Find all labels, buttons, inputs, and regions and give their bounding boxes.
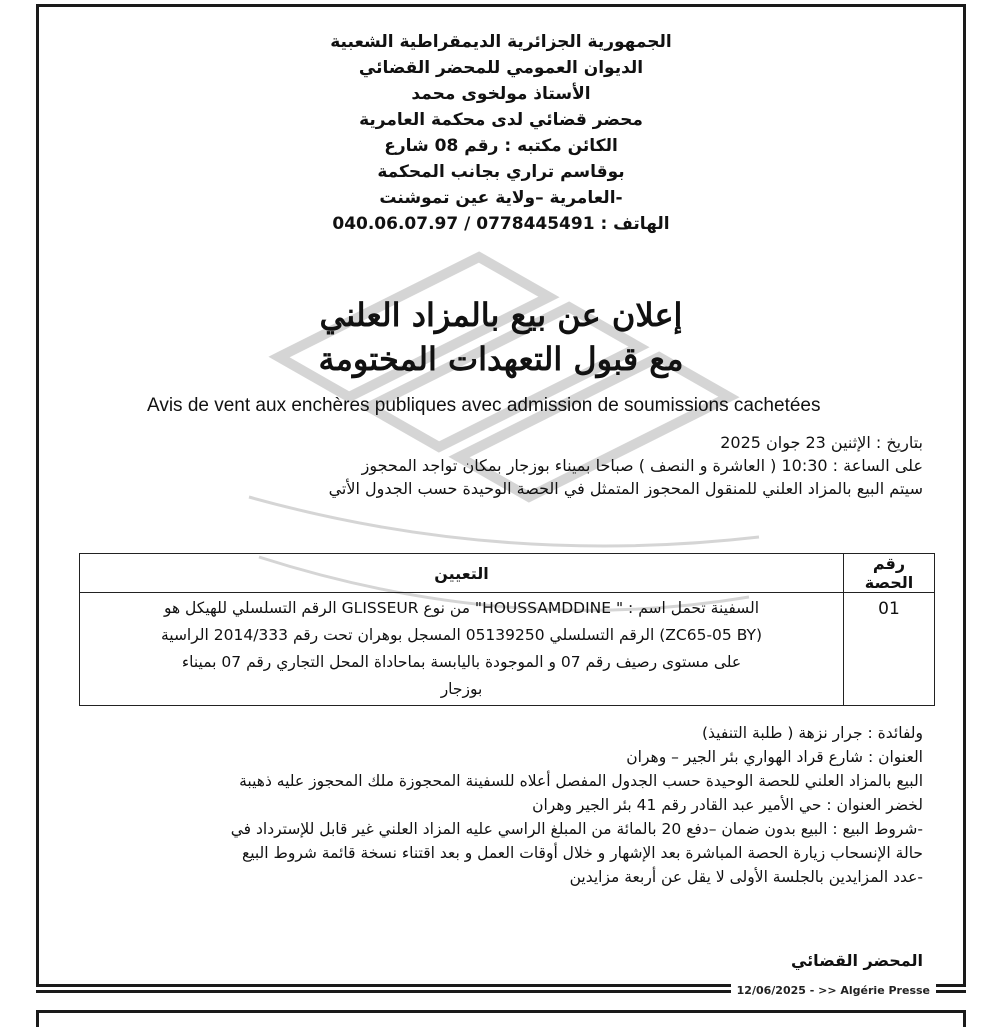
- sale-description: سيتم البيع بالمزاد العلني للمنقول المحجوز المتمثل في الحصة الوحيدة حسب الجدول الأتي: [328, 479, 923, 498]
- sale-time: على الساعة : 10:30 ( العاشرة و النصف ) صباحا بميناء بوزجار بمكان تواجد المحجوز: [361, 456, 923, 475]
- header-line-address-2: بوقاسم تراري بجانب المحكمة: [377, 162, 625, 182]
- french-title: Avis de vent aux enchères publiques avec admission de soumissions cachetées: [147, 395, 821, 416]
- notice-title-line-2: مع قبول التعهدات المختومة: [318, 340, 684, 378]
- designation-line: (ZC65-05 BY) الرقم التسلسلي 05139250 المسجل بوهران تحت رقم 2014/333 الراسية: [160, 626, 763, 644]
- detail-beneficiary-address: العنوان : شارع قراد الهواري بئر الجير – وهران: [626, 748, 923, 766]
- signature: المحضر القضائي: [790, 951, 923, 970]
- designation-line: على مستوى رصيف رقم 07 و الموجودة باليابسة بماحاداة المحل التجاري رقم 07 بميناء: [181, 653, 742, 671]
- table-header-row: [80, 554, 935, 593]
- lot-table: [79, 553, 935, 706]
- header-line-bailiff-name: الأستاذ مولخوى محمد: [411, 84, 591, 104]
- publication-source: 12/06/2025 - >> Algérie Presse: [731, 983, 936, 999]
- column-header-lot: رقم الحصة: [844, 554, 935, 593]
- lot-designation: [80, 593, 844, 706]
- sale-details: [63, 721, 923, 889]
- legal-notice: [36, 4, 966, 987]
- header-line-office: الديوان العمومي للمحضر القضائي: [358, 58, 644, 78]
- detail-conditions-1: -شروط البيع : البيع بدون ضمان –دفع 20 بالمائة من المبلغ الراسي عليه المزاد العلني غير قابل للإسترداد في: [230, 820, 923, 838]
- column-header-designation: التعيين: [80, 554, 844, 593]
- detail-debtor-address: لخضر العنوان : حي الأمير عبد القادر رقم 41 بئر الجير وهران: [532, 796, 923, 814]
- header-line-republic: الجمهورية الجزائرية الديمقراطية الشعبية: [330, 32, 672, 52]
- sale-date: بتاريخ : الإثنين 23 جوان 2025: [720, 433, 923, 452]
- header-line-phone: الهاتف : 0778445491 / 040.06.07.97: [332, 214, 670, 234]
- header-line-address-3: -العامرية –ولاية عين تموشنت: [379, 188, 623, 208]
- sale-intro: [103, 431, 923, 500]
- notice-title-line-1: إعلان عن بيع بالمزاد العلني: [319, 296, 683, 334]
- next-notice-frame: [36, 1010, 966, 1027]
- lot-number: 01: [844, 593, 935, 706]
- designation-line: بوزجار: [440, 680, 483, 698]
- header-line-court: محضر قضائي لدى محكمة العامرية: [359, 110, 643, 130]
- header-line-address-1: الكائن مكتبه : رقم 08 شارع: [384, 136, 618, 156]
- detail-bidders: -عدد المزايدين بالجلسة الأولى لا يقل عن أربعة مزايدين: [569, 868, 923, 886]
- detail-beneficiary: ولفائدة : جرار نزهة ( طلبة التنفيذ): [702, 724, 923, 742]
- footer-rule: [36, 984, 966, 998]
- table-row: [80, 593, 935, 706]
- issuer-header: [39, 29, 963, 237]
- detail-debtor: البيع بالمزاد العلني للحصة الوحيدة حسب الجدول المفصل أعلاه للسفينة المحجوزة ملك المحجوز عليه ذهيبة: [239, 772, 923, 790]
- designation-line: السفينة تحمل اسم : " HOUSSAMDDINE" من نوع GLISSEUR الرقم التسلسلي للهيكل هو: [163, 599, 760, 617]
- detail-conditions-2: حالة الإنسحاب زيارة الحصة المباشرة بعد الإشهار و خلال أوقات العمل و بعد اقتناء نسخة قائمة شروط البيع: [241, 844, 923, 862]
